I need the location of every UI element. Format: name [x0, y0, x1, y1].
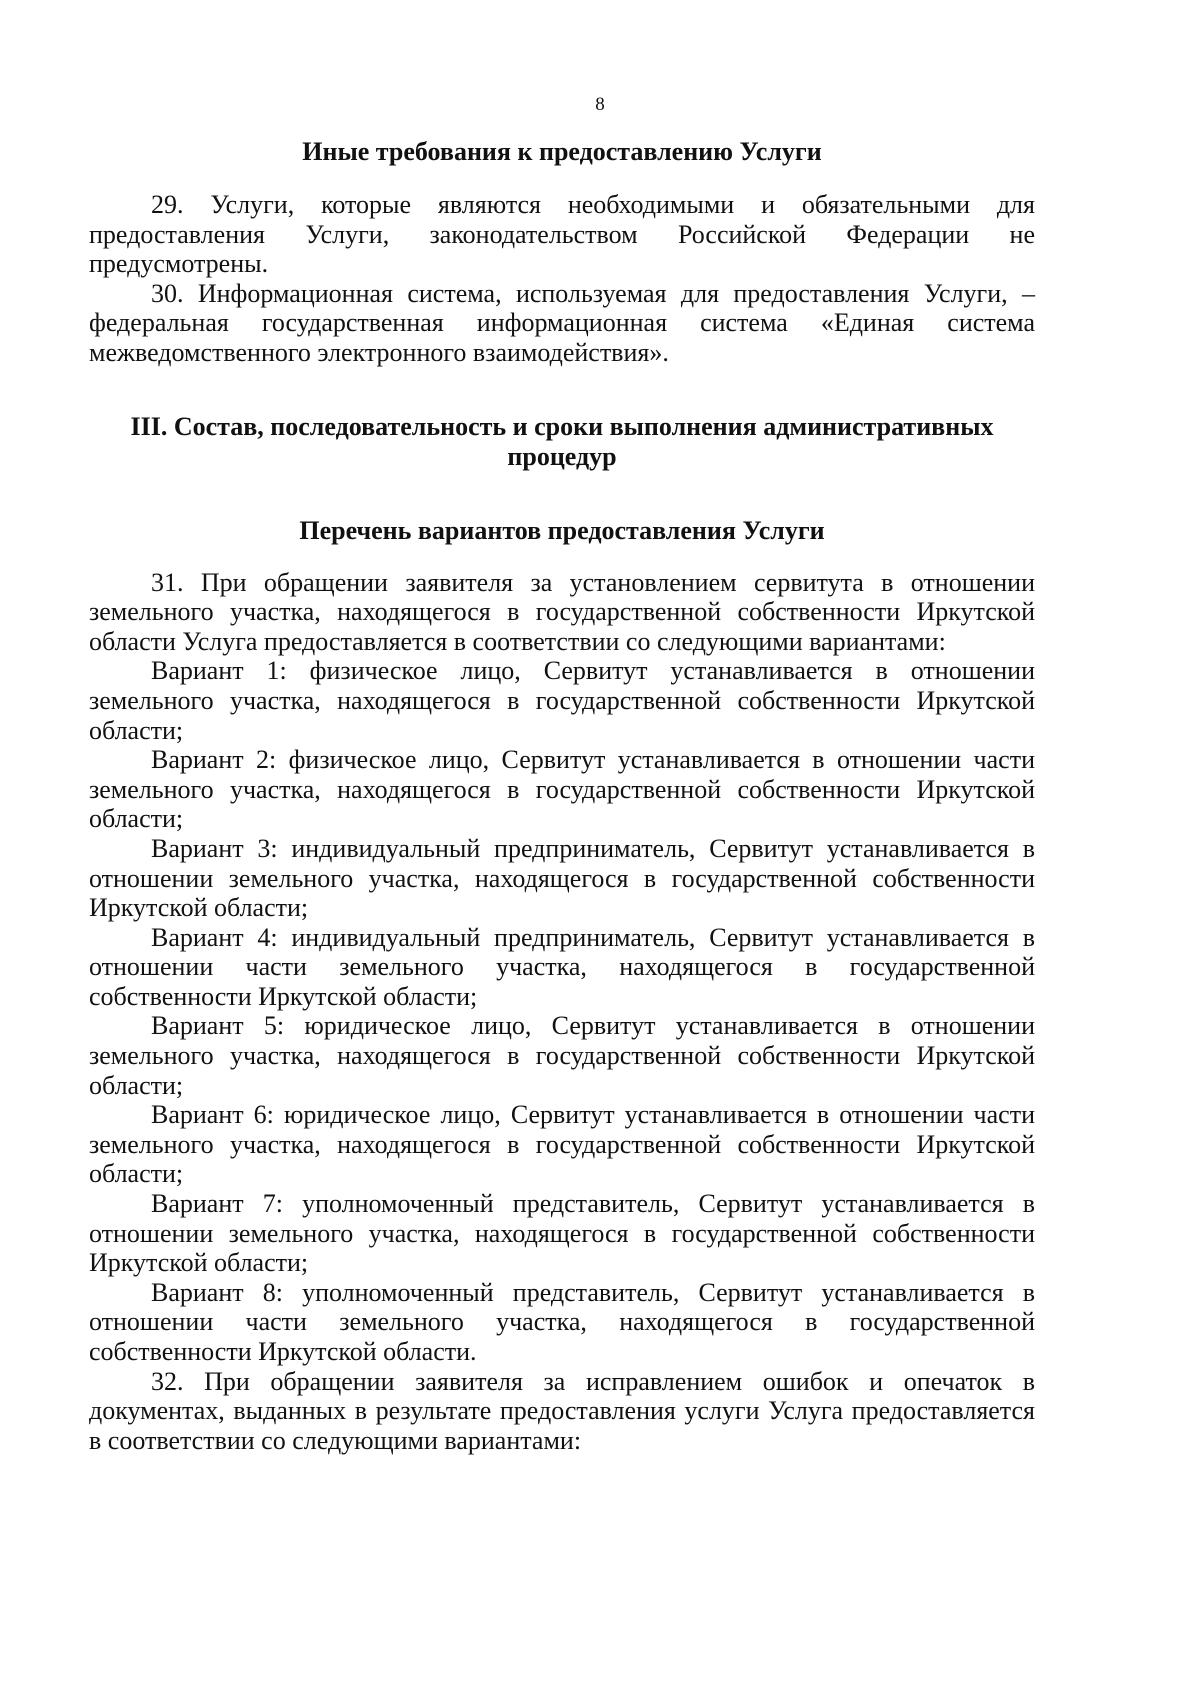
paragraph-30: 30. Информационная система, используемая для предоставления Услуги, – федеральная государственная информационная система «Единая система межведомственного электронного взаимодействия».: [89, 278, 1035, 367]
paragraph-29: 29. Услуги, которые являются необходимыми и обязательными для предоставления Услуги, законодательством Российской Федерации не предусмотрены.: [89, 190, 1035, 279]
section-3-heading-line-1: III. Состав, последовательность и сроки выполнения административных: [130, 411, 994, 441]
variants-heading: Перечень вариантов предоставления Услуги: [299, 515, 825, 545]
section-3-heading-line-2: процедур: [507, 441, 617, 471]
variant-item: Вариант 3: индивидуальный предприниматель, Сервитут устанавливается в отношении земельного участка, находящегося в государственной собственности Иркутской области;: [89, 833, 1035, 923]
variant-item: Вариант 5: юридическое лицо, Сервитут устанавливается в отношении земельного участка, находящегося в государственной собственности Иркутской области;: [89, 1011, 1035, 1100]
variant-item: Вариант 4: индивидуальный предприниматель, Сервитут устанавливается в отношении части земельного участка, находящегося в государственной собственности Иркутской области;: [89, 922, 1035, 1011]
section-3-heading: [89, 412, 1035, 472]
document-body: [89, 137, 1035, 1455]
page-number: 8: [595, 94, 605, 115]
paragraph-32: 32. При обращении заявителя за исправлением ошибок и опечаток в документах, выданных в результате предоставления услуги Услуга предоставляется в соответствии со следующими вариантами:: [89, 1366, 1035, 1455]
variant-item: Вариант 2: физическое лицо, Сервитут устанавливается в отношении части земельного участка, находящегося в государственной собственности Иркутской области;: [89, 745, 1035, 834]
variant-item: Вариант 6: юридическое лицо, Сервитут устанавливается в отношении части земельного участка, находящегося в государственной собственности Иркутской области;: [89, 1100, 1035, 1189]
variant-item: Вариант 8: уполномоченный представитель, Сервитут устанавливается в отношении части земельного участка, находящегося в государственной собственности Иркутской области.: [89, 1277, 1035, 1366]
paragraph-31: 31. При обращении заявителя за установлением сервитута в отношении земельного участка, находящегося в государственной собственности Иркутской области Услуга предоставляется в соответствии со следующими вариантами:: [89, 567, 1035, 656]
variant-item: Вариант 1: физическое лицо, Сервитут устанавливается в отношении земельного участка, находящегося в государственной собственности Иркутской области;: [89, 656, 1035, 745]
other-requirements-heading: Иные требования к предоставлению Услуги: [302, 137, 822, 166]
variant-item: Вариант 7: уполномоченный представитель, Сервитут устанавливается в отношении земельного участка, находящегося в государственной собственности Иркутской области;: [89, 1189, 1035, 1278]
